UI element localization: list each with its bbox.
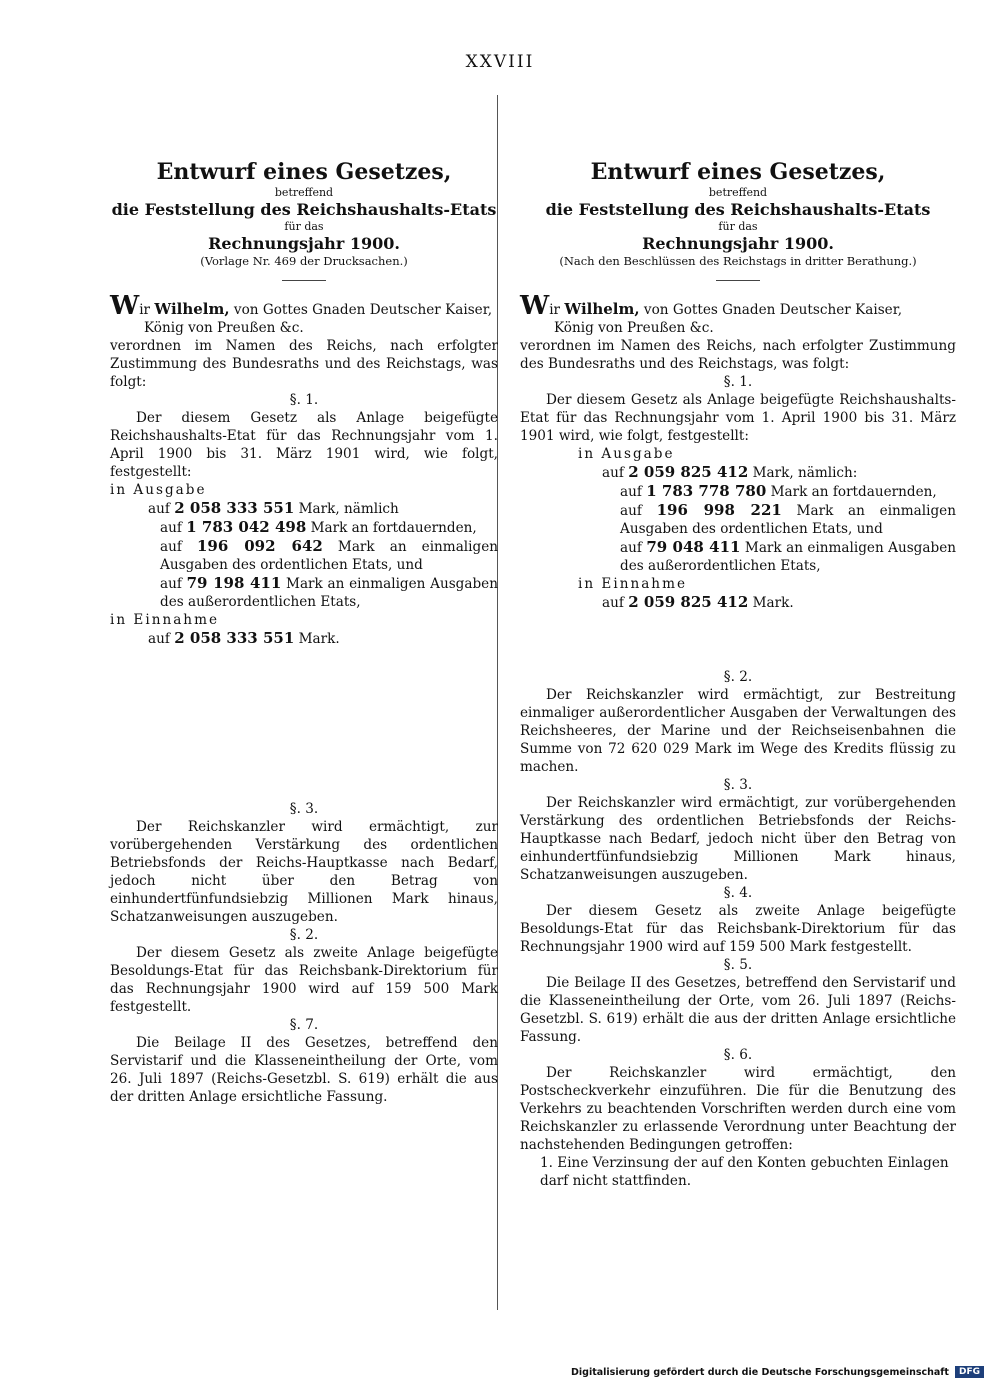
left-item1: auf 1 783 042 498 Mark an fortdauernden,: [160, 518, 477, 536]
right-einnahme-rest: Mark.: [748, 595, 794, 611]
left-ausgabe-total-rest: Mark, nämlich: [294, 501, 399, 517]
left-auf: auf: [148, 501, 175, 517]
right-emperor-name: Wilhelm,: [564, 300, 640, 318]
right-s6-text: Der Reichskanzler wird ermächtigt, den Postscheckverkehr einzuführen. Die für die Benutzung des Verkehrs zu beachtenden Vorschriften werden durch eine vom Reichskanzler zu erlassende Verordnung unter Beachtung der nachstehenden Bedingungen getroffen:: [520, 1065, 956, 1153]
left-preamble-rest: von Gottes Gnaden Deutscher Kaiser,: [229, 302, 493, 318]
right-einnahme-num: 2 059 825 412: [628, 593, 749, 611]
right-ausgabe-total-rest: Mark, nämlich:: [748, 465, 858, 481]
left-ausgabe-total-num: 2 058 333 551: [174, 499, 295, 517]
right-column: [520, 158, 956, 1190]
left-einnahme-rest: Mark.: [294, 631, 340, 647]
right-item1-rest: Mark an fortdauernden,: [766, 484, 937, 500]
right-s1-heading: §. 1.: [723, 374, 753, 390]
right-item1-num: 1 783 778 780: [646, 482, 767, 500]
left-s7-text: Die Beilage II des Gesetzes, betreffend den Servistarif und die Klasseneintheilung der Orte, vom 26. Juli 1897 (Reichs-Gesetzbl. S. 619) erhält die aus der dritten Anlage ersichtliche Fassung.: [110, 1035, 498, 1105]
right-auf: auf: [602, 465, 629, 481]
right-s3-heading: §. 3.: [723, 777, 753, 793]
right-betreffend: betreffend: [708, 186, 768, 199]
right-s4-text: Der diesem Gesetz als zweite Anlage beigefügte Besoldungs-Etat für das Reichsbank-Direktorium für das Rechnungsjahr 1900 wird auf 159 500 Mark festgestellt.: [520, 903, 956, 955]
right-note: (Nach den Beschlüssen des Reichstags in dritter Berathung.): [559, 254, 917, 268]
left-item1-rest: Mark an fortdauernden,: [306, 520, 477, 536]
left-s7-heading: §. 7.: [289, 1017, 319, 1033]
right-item2-num: 196 998 221: [656, 501, 782, 519]
left-preamble: [110, 291, 498, 321]
left-subject: die Feststellung des Reichshaushalts-Etats: [111, 200, 497, 219]
left-preamble-line2: König von Preußen &c.: [144, 320, 304, 336]
right-initial: W: [520, 291, 550, 321]
right-s1-text: Der diesem Gesetz als Anlage beigefügte Reichshaushalts-Etat für das Rechnungsjahr vom 1. April 1900 bis 31. März 1901 wird, wie folgt, festgestellt:: [520, 392, 956, 444]
left-item3-rest: Mark an einmaligen Ausgaben des außerordentlichen Etats,: [160, 576, 498, 610]
right-s2-text: Der Reichskanzler wird ermächtigt, zur Bestreitung einmaliger außerordentlicher Ausgaben der Verwaltungen des Reichsheeres, der Marine und der Reichseisenbahnen die Summe von 72 620 029 Mark im Wege des Kredits flüssig zu machen.: [520, 687, 956, 775]
left-fuer-das: für das: [284, 220, 324, 233]
right-s4-heading: §. 4.: [723, 885, 753, 901]
left-year: Rechnungsjahr 1900.: [208, 234, 400, 253]
left-preamble-wir: ir: [139, 302, 155, 318]
right-item3: auf 79 048 411 Mark an einmaligen Ausgaben des außerordentlichen Etats,: [620, 538, 956, 574]
left-betreffend: betreffend: [274, 186, 334, 199]
left-s2-heading: §. 2.: [289, 927, 319, 943]
right-item1: auf 1 783 778 780 Mark an fortdauernden,: [620, 482, 937, 500]
left-s1-heading: §. 1.: [289, 392, 319, 408]
right-item3-num: 79 048 411: [646, 538, 741, 556]
dfg-logo-icon: DFG: [955, 1366, 984, 1378]
right-item3-rest: Mark an einmaligen Ausgaben des außerordentlichen Etats,: [620, 540, 956, 574]
page-number: XXVIII: [465, 52, 535, 72]
right-s6-heading: §. 6.: [723, 1047, 753, 1063]
right-einnahme: auf 2 059 825 412 Mark.: [602, 593, 794, 611]
right-year: Rechnungsjahr 1900.: [642, 234, 834, 253]
left-item2-rest: Mark an einmaligen Ausgaben des ordentlichen Etats, und: [160, 539, 498, 573]
footer: [571, 1366, 984, 1378]
right-spacer: [520, 612, 956, 668]
left-title: Entwurf eines Gesetzes,: [156, 159, 452, 185]
right-ausgabe-total-num: 2 059 825 412: [628, 463, 749, 481]
left-einnahme-num: 2 058 333 551: [174, 629, 295, 647]
right-s2-heading: §. 2.: [723, 669, 753, 685]
left-column: [110, 158, 498, 1106]
right-preamble-wir: ir: [549, 302, 565, 318]
left-item3-num: 79 198 411: [186, 574, 282, 592]
left-item1-num: 1 783 042 498: [186, 518, 307, 536]
left-ausgabe-label: in Ausgabe: [110, 482, 207, 498]
footer-text: Digitalisierung gefördert durch die Deutsche Forschungsgemeinschaft: [571, 1366, 949, 1378]
left-preamble-line3: verordnen im Namen des Reichs, nach erfolgter Zustimmung des Bundesraths und des Reichstags, was folgt:: [110, 338, 498, 390]
right-preamble-line3: verordnen im Namen des Reichs, nach erfolgter Zustimmung des Bundesraths und des Reichstags, was folgt:: [520, 338, 956, 372]
right-ausgabe-label: in Ausgabe: [578, 446, 675, 462]
left-item2: auf 196 092 642 Mark an einmaligen Ausgaben des ordentlichen Etats, und: [160, 537, 498, 573]
right-s5-heading: §. 5.: [723, 957, 753, 973]
right-rule: [716, 280, 760, 281]
left-s2-text: Der diesem Gesetz als zweite Anlage beigefügte Besoldungs-Etat für das Reichsbank-Direktorium für das Rechnungsjahr 1900 wird auf 159 500 Mark festgestellt.: [110, 945, 498, 1015]
left-item3: auf 79 198 411 Mark an einmaligen Ausgaben des außerordentlichen Etats,: [160, 574, 498, 610]
right-ausgabe-total: [520, 463, 956, 482]
left-note: (Vorlage Nr. 469 der Drucksachen.): [200, 254, 408, 268]
right-subject: die Feststellung des Reichshaushalts-Etats: [545, 200, 931, 219]
right-preamble-rest: von Gottes Gnaden Deutscher Kaiser,: [639, 302, 903, 318]
right-fuer-das: für das: [718, 220, 758, 233]
right-s5-text: Die Beilage II des Gesetzes, betreffend den Servistarif und die Klasseneintheilung der Orte, vom 26. Juli 1897 (Reichs-Gesetzbl. S. 619) erhält die aus der dritten Anlage ersichtliche Fassung.: [520, 975, 956, 1045]
left-initial: W: [110, 291, 140, 321]
left-rule: [282, 280, 326, 281]
left-ausgabe-total: [110, 499, 498, 518]
right-preamble-line2: König von Preußen &c.: [554, 320, 714, 336]
left-einnahme: auf 2 058 333 551 Mark.: [148, 629, 340, 647]
right-preamble: [520, 291, 956, 321]
right-s3-text: Der Reichskanzler wird ermächtigt, zur vorübergehenden Verstärkung des ordentlichen Betriebsfonds der Reichs-Hauptkasse nach Bedarf, jedoch nicht über den Betrag von einhundertfünfundsiebzig Millionen Mark hinaus, Schatzanweisungen auszugeben.: [520, 795, 956, 883]
left-s1-text: Der diesem Gesetz als Anlage beigefügte Reichshaushalts-Etat für das Rechnungsjahr vom 1. April 1900 bis 31. März 1901 wird, wie folgt, festgestellt:: [110, 410, 498, 480]
right-s6-item1: 1. Eine Verzinsung der auf den Konten gebuchten Einlagen darf nicht stattfinden.: [540, 1155, 949, 1189]
left-einnahme-label: in Einnahme: [110, 612, 219, 628]
right-item2: auf 196 998 221 Mark an einmaligen Ausgaben des ordentlichen Etats, und: [620, 501, 956, 537]
left-s3-heading: §. 3.: [289, 801, 319, 817]
left-spacer: [110, 648, 498, 800]
right-einnahme-label: in Einnahme: [578, 576, 687, 592]
left-s3-text: Der Reichskanzler wird ermächtigt, zur vorübergehenden Verstärkung des ordentlichen Betriebsfonds der Reichs-Hauptkasse nach Bedarf, jedoch nicht über den Betrag von einhundertfünfundsiebzig Millionen Mark hinaus, Schatzanweisungen auszugeben.: [110, 819, 498, 925]
left-emperor-name: Wilhelm,: [154, 300, 230, 318]
right-item2-rest: Mark an einmaligen Ausgaben des ordentlichen Etats, und: [620, 503, 956, 537]
left-item2-num: 196 092 642: [196, 537, 323, 555]
right-title: Entwurf eines Gesetzes,: [590, 159, 886, 185]
